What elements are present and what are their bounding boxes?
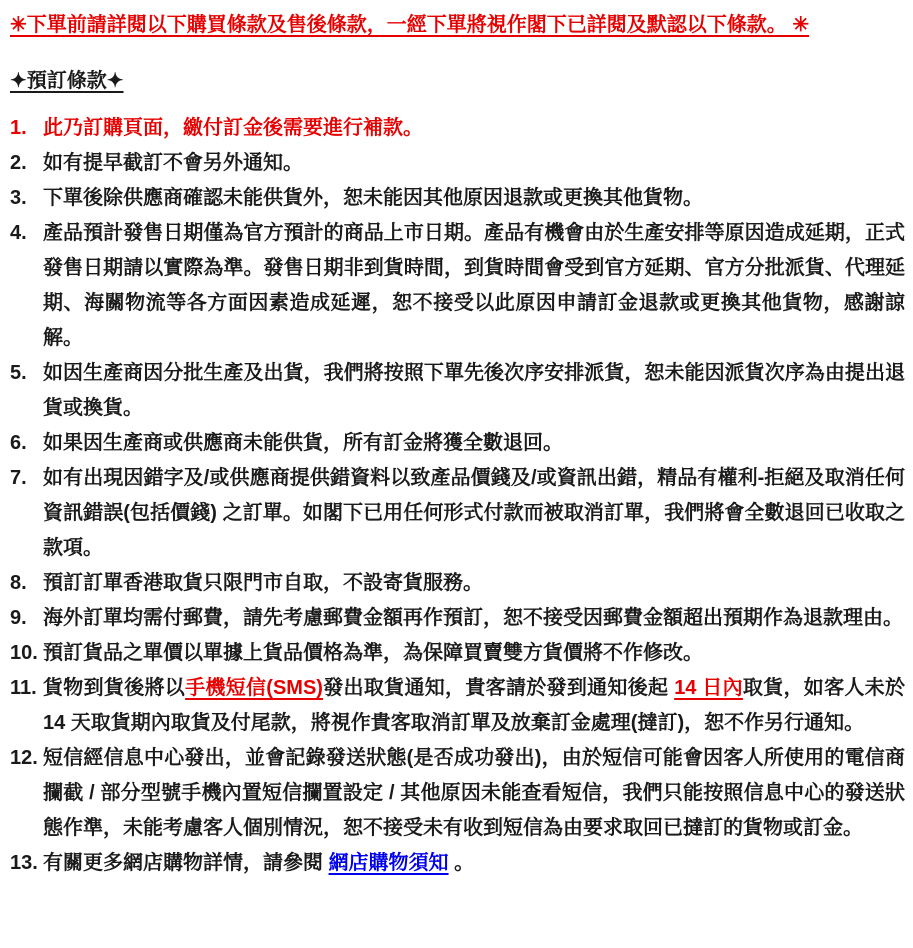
term-item [10,111,905,146]
term-item [10,146,905,181]
term-text [43,181,905,216]
term-number: 3. [10,187,27,209]
term-number: 2. [10,152,27,174]
term-item [10,846,905,881]
section-title: ✦預訂條款✦ [10,70,124,92]
term-item [10,566,905,601]
term-text [43,741,905,846]
term-text-segment: 手機短信(SMS) [185,677,323,699]
shop-guide-link[interactable]: 網店購物須知 [328,852,449,874]
term-number: 7. [10,467,27,489]
term-text [43,111,905,146]
term-number: 6. [10,432,27,454]
term-text [43,566,905,601]
term-text [43,601,905,636]
term-number: 8. [10,572,27,594]
term-text-segment: 如因生產商因分批生產及出貨，我們將按照下單先後次序安排派貨，恕未能因派貨次序為由提出退貨或換貨。 [43,362,905,419]
term-item [10,636,905,671]
term-text [43,426,905,461]
term-number: 12. [10,747,38,769]
term-number: 13. [10,852,38,874]
term-item [10,741,905,846]
term-text-segment: 此乃訂購頁面，繳付訂金後需要進行補款。 [43,117,423,139]
term-text-segment: 預訂貨品之單價以單據上貨品價格為準，為保障買賣雙方貨價將不作修改。 [43,642,703,664]
term-number: 11. [10,677,37,699]
term-text-segment: 貨物到貨後將以 [43,677,186,699]
term-item [10,601,905,636]
term-text-segment: 有關更多網店購物詳情，請參閱 [43,852,329,874]
term-text-segment: 14 日內 [674,677,743,699]
term-number: 10. [10,642,38,664]
term-item [10,181,905,216]
term-item [10,461,905,566]
term-text [43,356,905,426]
term-text-segment: 產品預計發售日期僅為官方預計的商品上市日期。產品有機會由於生產安排等原因造成延期，正式發售日期請以實際為準。發售日期非到貨時間，到貨時間會受到官方延期、官方分批派貨、代理延期、海關物流等各方面因素造成延遲，恕不接受以此原因申請訂金退款或更換其他貨物，感謝諒解。 [43,222,905,349]
term-text-segment: 發出取貨通知，貴客請於發到通知後起 [322,677,675,699]
term-text-segment: 短信經信息中心發出，並會記錄發送狀態(是否成功發出)，由於短信可能會因客人所使用的電信商攔截 / 部分型號手機內置短信攔置設定 / 其他原因未能查看短信，我們只能按照信息中心的發送狀態作準，未能考慮客人個別情況，恕不接受未有收到短信為由要求取回已撻訂的貨物或訂金。 [43,747,905,839]
term-item [10,671,905,741]
term-text [43,671,905,741]
term-text-segment: 海外訂單均需付郵費，請先考慮郵費金額再作預訂，恕不接受因郵費金額超出預期作為退款理由。 [43,607,903,629]
term-text [43,146,905,181]
term-item [10,216,905,356]
term-text [43,846,905,881]
term-text-segment: 如有提早截訂不會另外通知。 [43,152,303,174]
term-number: 4. [10,222,27,244]
term-number: 1. [10,117,27,139]
term-number: 5. [10,362,27,384]
term-text-segment: 。 [448,852,475,874]
term-text [43,216,905,356]
term-text [43,636,905,671]
term-text-segment: 如果因生產商或供應商未能供貨，所有訂金將獲全數退回。 [43,432,563,454]
term-item [10,356,905,426]
terms-list [10,111,905,881]
term-text [43,461,905,566]
term-text-segment: 預訂訂單香港取貨只限門市自取，不設寄貨服務。 [43,572,483,594]
term-text-segment: 下單後除供應商確認未能供貨外，恕未能因其他原因退款或更換其他貨物。 [43,187,703,209]
term-text-segment: 如有出現因錯字及/或供應商提供錯資料以致產品價錢及/或資訊出錯，精品有權利-拒絕及取消任何資訊錯誤(包括價錢) 之訂單。如閣下已用任何形式付款而被取消訂單，我們將會全數退回已收取之款項。 [43,467,905,559]
term-text-segment: 取貨，如客人未於 14 天取貨期內取貨及付尾款，將視作貴客取消訂單及放棄訂金處理(撻訂)，恕不作另行通知。 [43,677,905,734]
term-item [10,426,905,461]
pre-order-warning-header: ✳下單前請詳閱以下購買條款及售後條款，一經下單將視作閣下已詳閱及默認以下條款。 ✳ [10,14,810,36]
term-number: 9. [10,607,27,629]
